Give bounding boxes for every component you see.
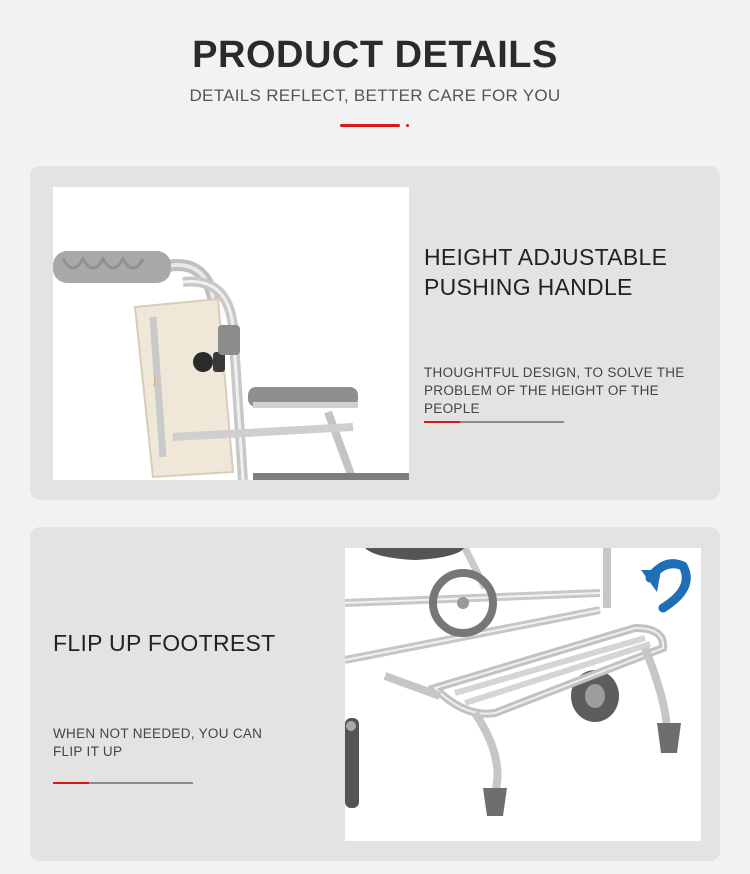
section-header	[0, 0, 750, 150]
feature-description-handle	[424, 364, 714, 418]
feature-title-line: PUSHING HANDLE	[424, 274, 633, 300]
svg-text:~~: ~~	[149, 375, 160, 388]
flip-footrest-illustration	[345, 548, 701, 841]
feature-title-line: FLIP UP FOOTREST	[53, 630, 276, 656]
feature-card-handle	[30, 166, 720, 500]
page-subtitle: DETAILS REFLECT, BETTER CARE FOR YOU	[189, 86, 561, 105]
feature-underline-accent	[53, 782, 89, 784]
handle-photo	[53, 187, 409, 480]
feature-title-line: HEIGHT ADJUSTABLE	[424, 244, 668, 270]
page-title: PRODUCT DETAILS	[192, 34, 558, 76]
feature-description-line: PROBLEM OF THE HEIGHT OF THE PEOPLE	[424, 383, 659, 416]
feature-underline	[424, 421, 564, 423]
feature-description-line: WHEN NOT NEEDED, YOU CAN	[53, 726, 263, 741]
feature-underline	[53, 782, 193, 784]
feature-title-handle	[424, 242, 714, 302]
feature-underline-accent	[424, 421, 460, 423]
feature-description-footrest	[53, 725, 313, 761]
pushing-handle-illustration	[53, 187, 409, 480]
feature-description-line: THOUGHTFUL DESIGN, TO SOLVE THE	[424, 365, 685, 380]
accent-bar	[340, 124, 400, 127]
footrest-photo	[345, 548, 701, 841]
feature-card-footrest	[30, 527, 720, 861]
feature-description-line: FLIP IT UP	[53, 744, 123, 759]
accent-dot	[406, 124, 409, 127]
feature-title-footrest	[53, 628, 333, 658]
